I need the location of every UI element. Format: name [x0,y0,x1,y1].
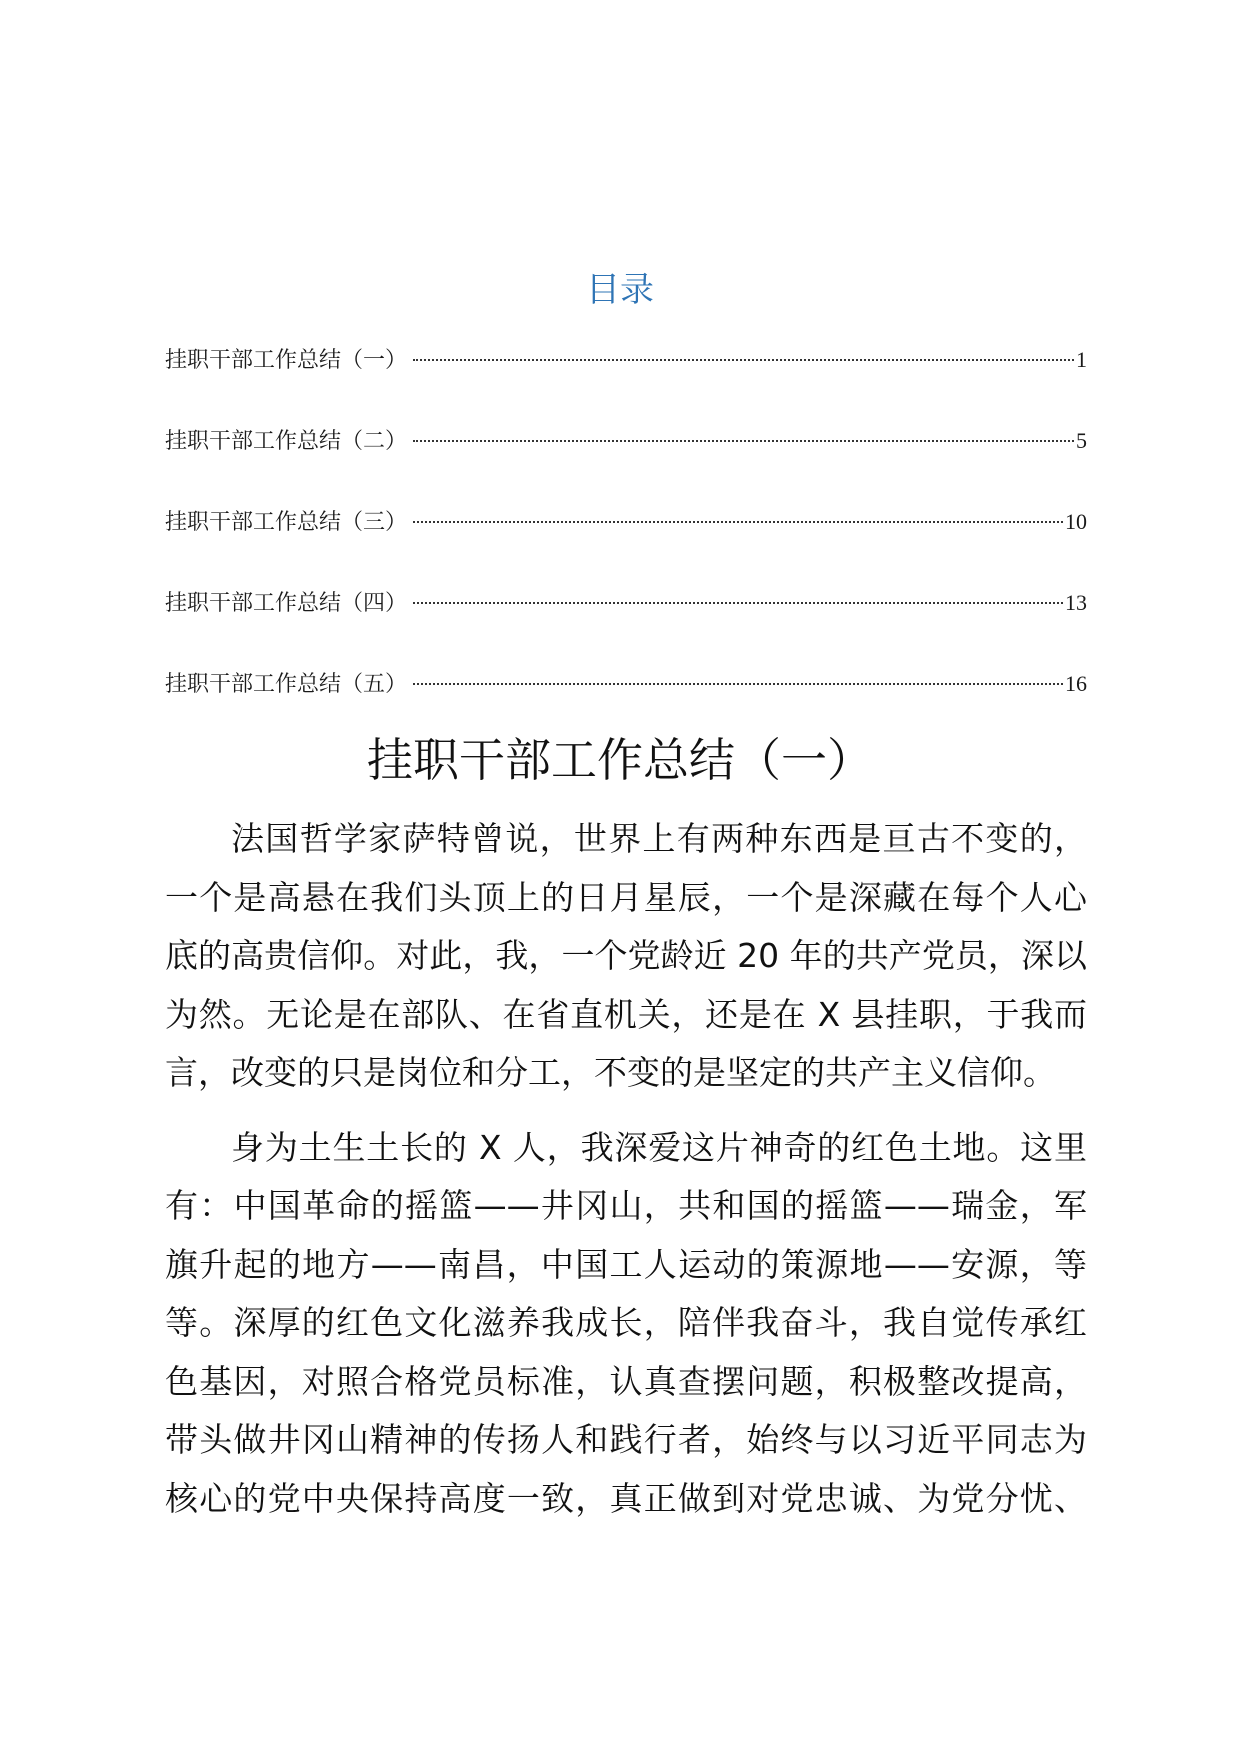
toc-leader-dots [413,602,1063,604]
toc-leader-dots [413,359,1074,361]
toc-entry-label: 挂职干部工作总结（四） [165,591,408,616]
document-body [165,810,1087,1544]
toc-leader-dots [413,440,1074,442]
toc-entry[interactable] [165,585,1087,621]
paragraph-line: 等。深厚的红色文化滋养我成长，陪伴我奋斗，我自觉传承红 [165,1303,1087,1342]
toc-entry[interactable] [165,423,1087,459]
paragraph-line: 色基因，对照合格党员标准，认真查摆问题，积极整改提高， [165,1361,1087,1401]
toc-entry-label: 挂职干部工作总结（一） [165,348,408,373]
paragraph-line: 有：中国革命的摇篮——井冈山，共和国的摇篮——瑞金，军 [165,1186,1087,1225]
toc-entry-label: 挂职干部工作总结（五） [165,672,408,697]
toc-leader-dots [413,683,1063,685]
toc-entry-page: 13 [1065,590,1087,615]
toc-leader-dots [413,521,1063,523]
paragraph-line: 核心的党中央保持高度一致，真正做到对党忠诚、为党分忧、 [165,1478,1087,1518]
toc-entry[interactable] [165,666,1087,702]
toc-heading: 目录 [586,270,654,310]
document-title: 挂职干部工作总结（一） [367,733,873,787]
toc-entry-page: 5 [1076,428,1087,453]
paragraph [165,810,1087,1103]
paragraph-line: 带头做井冈山精神的传扬人和践行者，始终与以习近平同志为 [165,1420,1087,1459]
paragraph-line: 一个是高悬在我们头顶上的日月星辰，一个是深藏在每个人心 [165,877,1087,917]
paragraph-line: 身为土生土长的 X 人，我深爱这片神奇的红色土地。这里 [231,1127,1087,1167]
toc-entry[interactable] [165,504,1087,540]
toc-entry-page: 10 [1065,509,1087,534]
paragraph-line: 底的高贵信仰。对此，我，一个党龄近 20 年的共产党员，深以 [165,936,1087,975]
toc-entry-page: 16 [1065,671,1087,696]
paragraph-line: 法国哲学家萨特曾说，世界上有两种东西是亘古不变的， [231,819,1087,858]
paragraph-line: 言，改变的只是岗位和分工，不变的是坚定的共产主义信仰。 [165,1053,1056,1092]
toc-entry-label: 挂职干部工作总结（二） [165,429,408,454]
toc-entry-page: 1 [1076,347,1087,372]
toc-entry[interactable] [165,342,1087,378]
paragraph-line: 为然。无论是在部队、在省直机关，还是在 X 县挂职，于我而 [165,994,1087,1034]
paragraph-line: 旗升起的地方——南昌，中国工人运动的策源地——安源，等 [165,1244,1087,1284]
table-of-contents [165,342,1087,747]
paragraph [165,1119,1087,1529]
toc-entry-label: 挂职干部工作总结（三） [165,510,408,535]
